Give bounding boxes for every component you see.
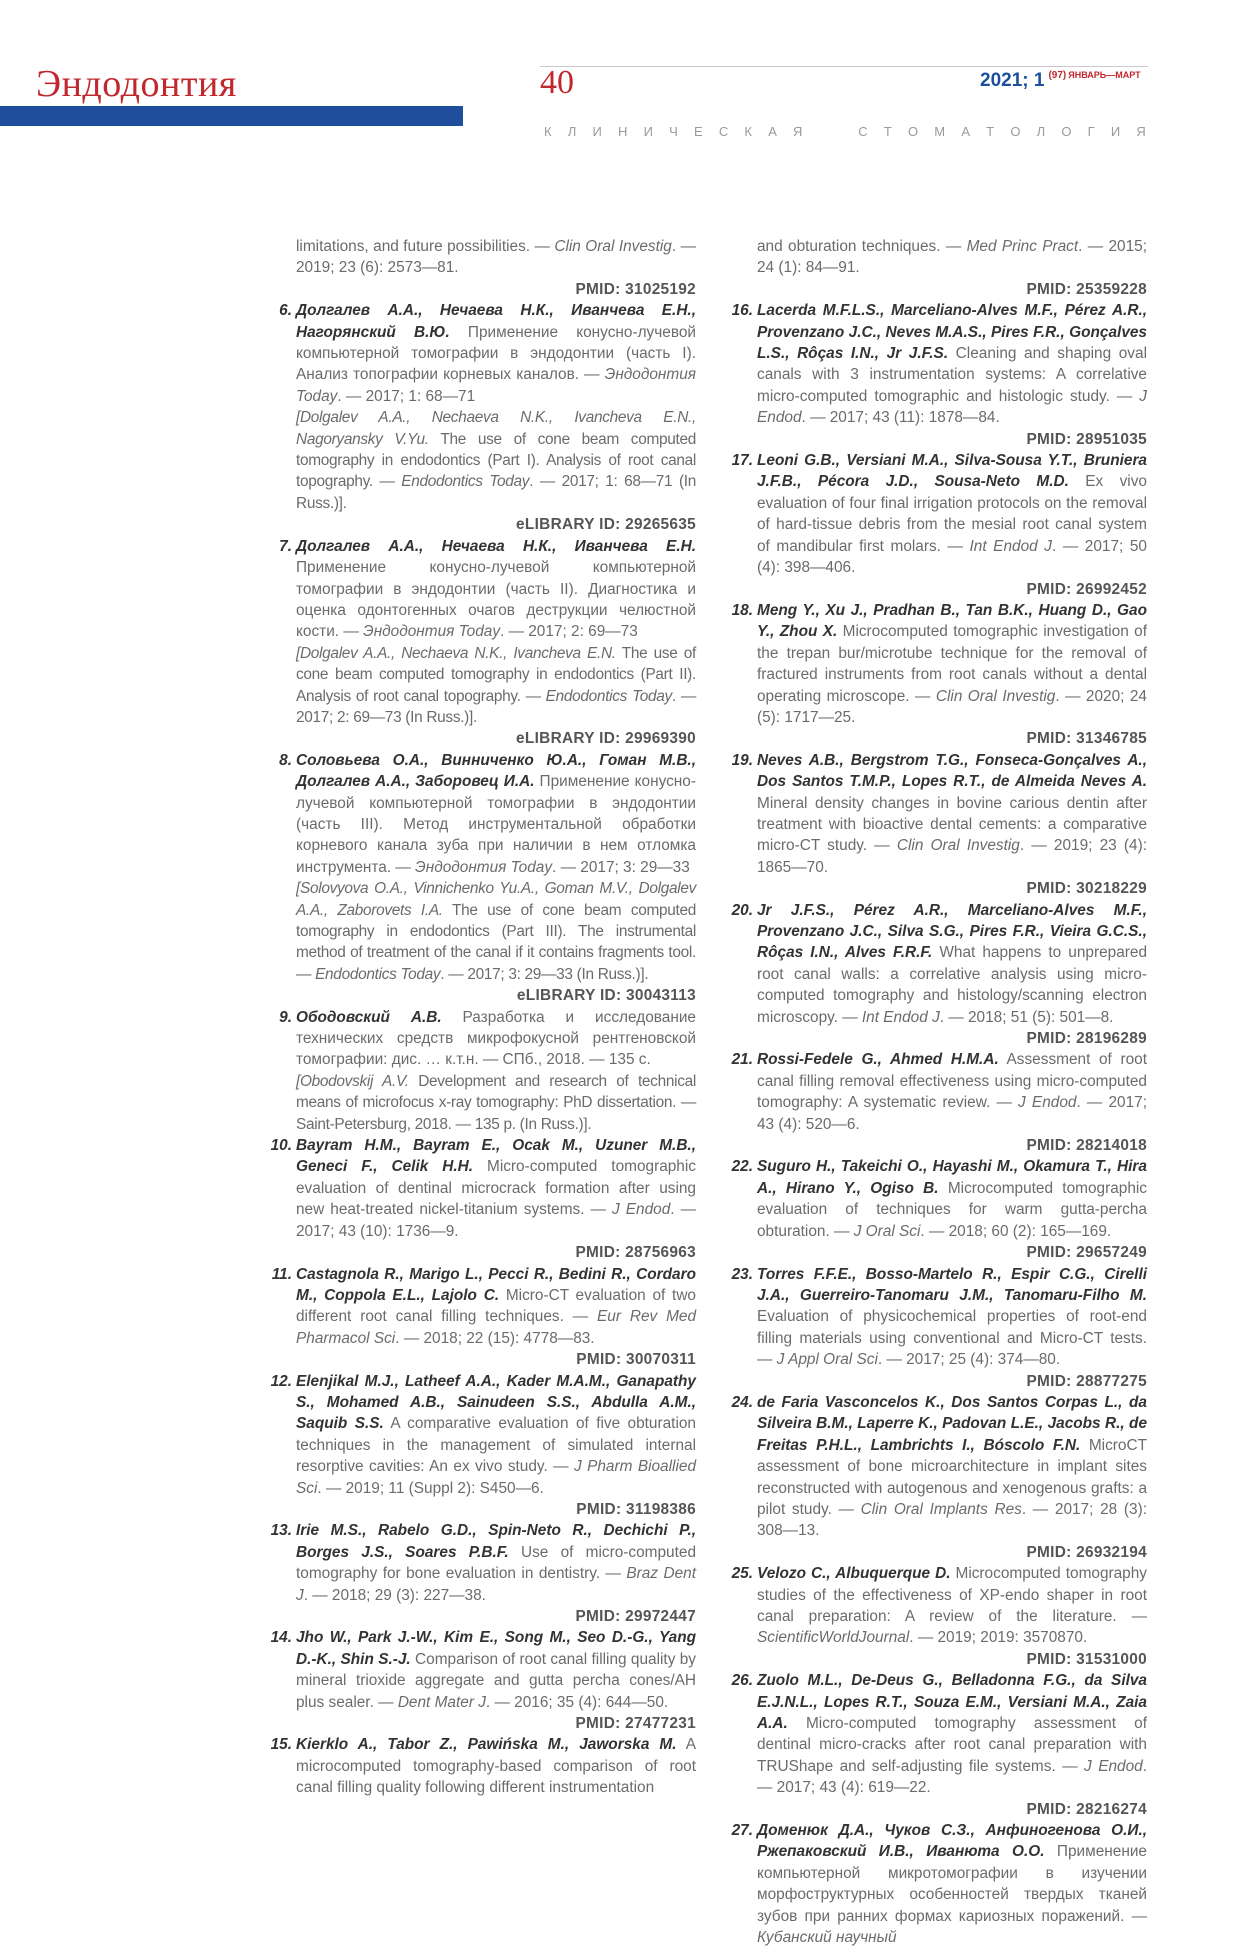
reference-number: 9. <box>279 1008 292 1026</box>
reference-item <box>727 1049 1147 1156</box>
reference-authors: Lacerda M.F.L.S., Marceliano-Alves M.F., Pérez A.R., Provenzano J.C., Neves M.A.S., Pires F.R., Gonçalves L.S., Rôças I.N., Jr J.F.S. <box>757 302 1147 363</box>
reference-identifier: PMID: 29657249 <box>1026 1244 1147 1262</box>
reference-journal: Med Princ Pract <box>966 238 1079 255</box>
reference-journal: ScientificWorldJournal <box>757 1629 910 1647</box>
reference-item <box>727 1392 1147 1563</box>
issue-info <box>980 70 1141 92</box>
reference-item <box>266 1627 696 1734</box>
reference-translation <box>296 407 696 514</box>
reference-authors: Castagnola R., Marigo L., Pecci R., Bedini R., Cordaro M., Coppola E.L., Lajolo C. <box>296 1265 696 1304</box>
reference-text <box>757 1392 1147 1542</box>
reference-details: . — 2017; 1: 68—71 <box>337 387 476 405</box>
reference-title: Micro-CT evaluation of two different root canal filling techniques. — <box>296 1286 696 1326</box>
reference-authors: Ободовский А.В. <box>296 1008 442 1026</box>
reference-text <box>757 1670 1147 1798</box>
reference-authors: Jho W., Park J.-W., Kim E., Song M., Seo D.-G., Yang D.-K., Shin S.-J. <box>296 1629 696 1668</box>
reference-authors: Torres F.F.E., Bosso-Martelo R., Espir C.G., Cirelli J.A., Guerreiro-Tanomaru J.M., Tanomaru-Filho M. <box>757 1265 1147 1304</box>
reference-details: . — 2017; 50 (4): 398—406. <box>757 537 1147 577</box>
reference-journal: Clin Oral Investig <box>554 238 672 255</box>
reference-details: . — 2017; 3: 29—33 <box>552 858 690 876</box>
reference-details: . — 2017; 25 (4): 374—80. <box>877 1351 1061 1369</box>
reference-number: 18. <box>731 601 753 619</box>
reference-text <box>757 1156 1147 1242</box>
journal-name-letter: Л <box>1036 124 1046 139</box>
translation-details: . — 2017; 1: 68—71 (In Russ.)]. <box>296 473 697 512</box>
reference-item <box>727 1156 1147 1263</box>
reference-number: 17. <box>731 452 753 470</box>
reference-identifier: PMID: 28216274 <box>1026 1800 1147 1818</box>
header-rule <box>540 66 1148 67</box>
reference-title: Assessment of root canal filling removal effectiveness using micro-computed tomography: A systematic review. — <box>757 1051 1147 1112</box>
translation-authors: [Obodovskij A.V. <box>296 1072 409 1090</box>
reference-item <box>266 750 696 1007</box>
header-accent-bar <box>0 106 463 126</box>
reference-identifier: PMID: 25359228 <box>1026 280 1147 298</box>
reference-identifier: PMID: 31346785 <box>1026 730 1147 748</box>
reference-item <box>266 1264 696 1371</box>
reference-title: Применение компьютерной микротомографии в изучении морфоструктурных особенностей твердых тканей зубов при ранних формах кариозных поражений. — <box>757 1843 1147 1925</box>
journal-name-letter: И <box>592 124 602 139</box>
reference-item <box>266 1371 696 1521</box>
reference-details: . — 2017; 43 (4): 520—6. <box>757 1094 1147 1133</box>
reference-authors: Zuolo M.L., De-Deus G., Belladonna F.G., da Silva E.J.N.L., Lopes R.T., Souza E.M., Versiani M.A., Zaia A.A. <box>757 1672 1147 1733</box>
reference-journal: Эндодонтия Today <box>296 366 696 405</box>
reference-number: 20. <box>731 901 753 919</box>
reference-identifier: eLIBRARY ID: 30043113 <box>516 987 696 1005</box>
reference-identifier: PMID: 26992452 <box>1026 580 1147 598</box>
reference-number: 7. <box>279 537 292 555</box>
reference-text <box>296 300 696 407</box>
journal-name-letter: Т <box>883 124 892 139</box>
reference-journal: Эндодонтия Today <box>415 858 553 876</box>
journal-name-letter: С <box>718 124 729 139</box>
journal-name-letter: Я <box>793 124 803 139</box>
reference-identifier: PMID: 26932194 <box>1026 1543 1147 1561</box>
reference-item <box>727 1820 1147 1948</box>
journal-name-letter: Ч <box>669 124 678 139</box>
reference-identifier: eLIBRARY ID: 29265635 <box>516 516 696 534</box>
reference-title: Use of micro-computed tomography for bone evaluation in dentistry. — <box>296 1543 697 1583</box>
reference-text <box>296 1135 696 1242</box>
reference-journal: Braz Dent J <box>296 1565 696 1604</box>
translation-title: The use of cone beam computed tomography in endodontics (Part II). Analysis of root canal topography. — <box>296 644 697 705</box>
page-number: 40 <box>540 64 574 101</box>
reference-journal: Clin Oral Investig <box>935 687 1056 705</box>
reference-journal: Eur Rev Med Pharmacol Sci <box>296 1308 697 1347</box>
reference-journal: Int Endod J <box>969 537 1052 555</box>
translation-title: Development and research of technical means of microfocus x-ray tomography: PhD dissertation. — Saint-Petersburg, 2018. — 135 p. (In Russ.)]. <box>296 1072 696 1133</box>
reference-journal: Эндодонтия Today <box>363 623 501 641</box>
reference-translation <box>296 643 696 729</box>
reference-title: Microcomputed tomographic evaluation of techniques for warm gutta-percha obturation. — <box>757 1179 1147 1240</box>
journal-name-letter: Т <box>986 124 995 139</box>
reference-authors: Velozo C., Albuquerque D. <box>757 1565 951 1583</box>
reference-text <box>757 1563 1147 1649</box>
reference-details: . — 2017; 28 (3): 308—13. <box>757 1500 1147 1540</box>
issue-year: 2021; 1 <box>980 70 1045 91</box>
journal-name-letter: К <box>744 124 752 139</box>
reference-text <box>757 236 1147 279</box>
reference-title: Применение конусно-лучевой компьютерной томографии в эндодонтии (часть III). Метод инструментальной обработки корневого канала зуба при наличии в нем отломка инструмента. — <box>296 773 696 876</box>
references-right-column <box>727 236 1147 1949</box>
journal-name-letter: Е <box>693 124 703 139</box>
reference-details: . — 2015; 24 (1): 84—91. <box>757 238 1147 277</box>
reference-number: 11. <box>271 1265 292 1283</box>
reference-item <box>727 600 1147 750</box>
reference-authors: de Faria Vasconcelos K., Dos Santos Corpas L., da Silveira B.M., Laperre K., Padovan L.E., Jacobs R., de Freitas P.H.L., Lambrichts I., Bóscolo F.N. <box>757 1393 1147 1454</box>
reference-text <box>296 236 696 279</box>
reference-number: 14. <box>270 1629 292 1647</box>
reference-title: MicroCT assessment of bone microarchitecture in implant sites reconstructed with autogenous and xenogenous grafts: a pilot study. — <box>757 1436 1147 1518</box>
reference-item <box>727 900 1147 1050</box>
reference-number: 24. <box>731 1393 753 1411</box>
reference-title: limitations, and future possibilities. — <box>296 238 555 255</box>
reference-authors: Долгалев А.А., Нечаева Н.К., Иванчева Е.Н., Нагорянский В.Ю. <box>296 302 696 341</box>
translation-authors: [Dolgalev A.A., Nechaeva N.K., Ivancheva E.N. <box>296 644 616 662</box>
reference-number: 10. <box>270 1137 292 1155</box>
reference-authors: Jr J.F.S., Pérez A.R., Marceliano-Alves M.F., Provenzano J.C., Silva S.G., Pires F.R., Vieira G.C.S., Rôças I.N., Alves F.R.F. <box>757 901 1147 962</box>
reference-item <box>266 1007 696 1135</box>
references-left-column <box>266 236 696 1799</box>
translation-title: The use of cone beam computed tomography in endodontics (Part I). Analysis of root canal topography. — <box>296 430 696 491</box>
reference-identifier: PMID: 27477231 <box>575 1715 696 1733</box>
reference-title: Ex vivo evaluation of four final irrigation protocols on the removal of hard-tissue debris from the mesial root canal system of mandibular first molars. — <box>757 473 1147 555</box>
reference-item <box>727 236 1147 300</box>
reference-authors: Elenjikal M.J., Latheef A.A., Kader M.A.M., Ganapathy S., Mohamed A.B., Sainudeen S.S., Abdulla A.M., Saquib S.S. <box>296 1372 696 1433</box>
reference-text <box>757 1820 1147 1948</box>
reference-number: 6. <box>279 302 292 320</box>
reference-number: 8. <box>279 751 292 769</box>
journal-name-letter: Л <box>567 124 577 139</box>
reference-identifier: PMID: 31025192 <box>575 280 696 298</box>
reference-title: Mineral density changes in bovine carious dentin after treatment with bioactive dental cements: a comparative micro-CT study. — <box>757 794 1147 855</box>
reference-text <box>296 1371 696 1499</box>
reference-details: . — 2017; 43 (4): 619—22. <box>757 1757 1147 1797</box>
reference-text <box>296 536 696 643</box>
reference-text <box>757 1264 1147 1371</box>
reference-journal: J Oral Sci <box>853 1222 921 1240</box>
reference-item <box>727 300 1147 450</box>
reference-title: Cleaning and shaping oval canals with 3 instrumentation systems: A correlative micro-computed tomographic and histologic study. — <box>757 345 1147 405</box>
reference-number: 27. <box>731 1822 753 1840</box>
journal-name-letter <box>838 124 842 139</box>
reference-item <box>266 1734 696 1798</box>
translation-journal: Endodontics Today <box>401 473 530 491</box>
reference-text <box>757 300 1147 428</box>
reference-number: 26. <box>731 1672 753 1690</box>
reference-text <box>757 450 1147 578</box>
reference-item <box>266 236 696 300</box>
reference-identifier: PMID: 30070311 <box>576 1351 696 1369</box>
reference-number: 13. <box>270 1522 292 1540</box>
reference-title: Разработка и исследование технических средств микрофокусной рентгеновской томографии: дис. … к.т.н. — СПб., 2018. — 135 с. <box>296 1008 696 1069</box>
reference-title: Evaluation of physicochemical properties of root-end filling materials using conventional and Micro-CT tests. — <box>757 1308 1147 1369</box>
reference-number: 21. <box>731 1051 753 1069</box>
reference-journal: J Appl Oral Sci <box>776 1351 878 1369</box>
translation-details: . — 2017; 2: 69—73 (In Russ.)]. <box>296 687 696 726</box>
reference-identifier: PMID: 29972447 <box>575 1608 696 1625</box>
reference-translation <box>296 878 696 985</box>
translation-authors: [Dolgalev A.A., Nechaeva N.K., Ivancheva E.N., Nagoryansky V.Yu. <box>296 409 696 448</box>
reference-journal: Int Endod J <box>861 1008 940 1026</box>
reference-text <box>757 600 1147 728</box>
reference-translation <box>296 1071 696 1135</box>
reference-identifier: PMID: 28951035 <box>1026 430 1147 448</box>
reference-details: . — 2019; 2019: 3570870. <box>909 1629 1088 1647</box>
issue-number: (97) <box>1048 70 1067 81</box>
reference-number: 23. <box>731 1265 753 1283</box>
reference-text <box>757 1049 1147 1135</box>
reference-journal: J Endod <box>1018 1094 1077 1112</box>
translation-title: The use of cone beam computed tomography in endodontics (Part III). The instrumental method of treatment of the canal if it contains fragments tool. — <box>296 901 697 983</box>
reference-number: 25. <box>731 1565 753 1583</box>
reference-text <box>296 750 696 878</box>
journal-name-letter: К <box>544 124 552 139</box>
reference-identifier: PMID: 31531000 <box>1026 1650 1147 1668</box>
reference-authors: Доменюк Д.А., Чуков С.З., Анфиногенова О.И., Ржепаковский И.В., Иванюта О.О. <box>757 1822 1147 1861</box>
reference-identifier: PMID: 28877275 <box>1026 1372 1147 1390</box>
reference-item <box>727 450 1147 600</box>
reference-journal: J Endod <box>757 387 1147 427</box>
reference-text <box>296 1007 696 1071</box>
reference-title: Применение конусно-лучевой компьютерной томографии в эндодонтии (часть I). Анализ топографии корневых каналов. — <box>296 323 696 384</box>
journal-name-letter: И <box>643 124 653 139</box>
reference-title: Microcomputed tomography studies of the effectiveness of XP-endo shaper in root canal preparation: A review of the literature. — <box>757 1565 1148 1625</box>
reference-identifier: PMID: 28214018 <box>1026 1137 1147 1155</box>
journal-name-letter: А <box>768 124 777 139</box>
journal-name-letter <box>819 124 823 139</box>
reference-title: Micro-computed tomographic evaluation of dentinal microcrack formation after using new heat-treated nickel-titanium systems. — <box>296 1158 696 1219</box>
reference-title: A comparative evaluation of five obturation techniques in the management of simulated internal resorptive cavities: An ex vivo study. — <box>296 1415 696 1476</box>
journal-name-letter: С <box>858 124 868 139</box>
reference-authors: Leoni G.B., Versiani M.A., Silva-Sousa Y.T., Bruniera J.F.B., Pécora J.D., Sousa-Neto M.D. <box>757 452 1147 491</box>
reference-number: 16. <box>731 302 753 320</box>
journal-name-letter: И <box>1110 124 1121 139</box>
journal-name-letter: Я <box>1136 124 1146 139</box>
reference-details: . — 2018; 22 (15): 4778—83. <box>395 1329 595 1347</box>
reference-authors: Kierklo A., Tabor Z., Pawińska M., Jaworska M. <box>296 1736 677 1754</box>
reference-details: . — 2019; 23 (4): 1865—70. <box>757 837 1148 876</box>
journal-name-letter: М <box>934 124 946 139</box>
reference-item <box>727 1670 1147 1820</box>
reference-journal: Clin Oral Implants Res <box>860 1500 1022 1518</box>
journal-name-letter: О <box>1010 124 1021 139</box>
reference-authors: Rossi-Fedele G., Ahmed H.M.A. <box>757 1051 999 1069</box>
reference-title: Micro-computed tomography assessment of dentinal micro-cracks after root canal preparation with TRUShape and self-adjusting file systems. — <box>757 1715 1147 1775</box>
reference-text <box>296 1627 696 1713</box>
reference-text <box>296 1520 696 1606</box>
reference-item <box>266 300 696 535</box>
translation-authors: [Solovyova O.A., Vinnichenko Yu.A., Goman M.V., Dolgalev A.A., Zaborovets I.A. <box>296 880 696 919</box>
reference-item <box>266 1520 696 1627</box>
journal-name-letter: А <box>961 124 970 139</box>
reference-item <box>727 750 1147 900</box>
journal-name-letter: О <box>907 124 919 139</box>
reference-title: Comparison of root canal filling quality by mineral trioxide aggregate and gutta percha cones/AH plus sealer. — <box>296 1650 696 1711</box>
reference-journal: Clin Oral Investig <box>896 837 1020 855</box>
reference-identifier: PMID: 30218229 <box>1026 880 1147 898</box>
reference-details: . — 2017; 43 (10): 1736—9. <box>296 1201 696 1240</box>
reference-authors: Соловьева О.А., Винниченко Ю.А., Гоман М.В., Долгалев А.А., Заборовец И.А. <box>296 751 696 791</box>
reference-text <box>296 1734 696 1798</box>
translation-details: . — 2017; 3: 29—33 (In Russ.)]. <box>440 965 649 983</box>
reference-identifier: eLIBRARY ID: 29969390 <box>516 730 696 748</box>
translation-journal: Endodontics Today <box>545 687 672 705</box>
section-title: Эндодонтия <box>36 63 237 105</box>
reference-number: 12. <box>270 1372 292 1390</box>
reference-details: . — 2016; 35 (4): 644—50. <box>485 1693 669 1711</box>
journal-name-letter: Н <box>618 124 628 139</box>
reference-journal: J Endod <box>1084 1757 1143 1775</box>
reference-details: . — 2020; 24 (5): 1717—25. <box>757 687 1147 726</box>
reference-journal: Dent Mater J <box>397 1693 486 1711</box>
reference-authors: Suguro H., Takeichi O., Hayashi M., Okamura T., Hira A., Hirano Y., Ogiso B. <box>757 1158 1147 1197</box>
reference-authors: Neves A.B., Bergstrom T.G., Fonseca-Gonçalves A., Dos Santos T.M.P., Lopes R.T., de Almeida Neves A. <box>757 751 1147 791</box>
reference-details: . — 2019; 23 (6): 2573—81. <box>296 238 696 277</box>
reference-identifier: PMID: 28196289 <box>1026 1030 1147 1048</box>
reference-details: . — 2019; 11 (Suppl 2): S450—6. <box>317 1479 544 1497</box>
reference-title: What happens to unprepared root canal walls: a correlative analysis using micro-computed tomography and histology/scanning electron microscopy. — <box>757 944 1148 1026</box>
reference-text <box>757 750 1147 878</box>
reference-number: 19. <box>731 751 753 769</box>
reference-identifier: PMID: 28756963 <box>575 1244 696 1262</box>
reference-title: Microcomputed tomographic investigation of the trepan bur/microtube technique for the removal of fractured instruments from root canals without a dental operating microscope. — <box>757 623 1147 705</box>
reference-details: . — 2018; 51 (5): 501—8. <box>939 1008 1114 1026</box>
reference-authors: Irie M.S., Rabelo G.D., Spin-Neto R., Dechichi P., Borges J.S., Soares P.B.F. <box>296 1522 696 1561</box>
journal-name <box>544 124 1146 139</box>
issue-period: ЯНВАРЬ—МАРТ <box>1068 70 1141 80</box>
reference-number: 15. <box>270 1736 292 1754</box>
reference-journal: Кубанский научный <box>757 1929 897 1947</box>
reference-details: . — 2018; 60 (2): 165—169. <box>920 1222 1112 1240</box>
reference-item <box>266 536 696 750</box>
reference-item <box>266 1135 696 1263</box>
reference-item <box>727 1264 1147 1392</box>
journal-name-letter: О <box>1061 124 1072 139</box>
reference-title: A microcomputed tomography-based comparison of root canal filling quality following different instrumentation <box>296 1736 696 1797</box>
reference-details: . — 2017; 2: 69—73 <box>500 623 638 641</box>
reference-title: and obturation techniques. — <box>757 238 967 255</box>
reference-number: 22. <box>731 1158 753 1176</box>
reference-identifier: PMID: 31198386 <box>576 1500 696 1518</box>
reference-journal: J Pharm Bioallied Sci <box>296 1458 696 1497</box>
reference-text <box>296 1264 696 1350</box>
journal-name-letter: Г <box>1087 124 1095 139</box>
reference-journal: J Endod <box>612 1201 671 1219</box>
reference-authors: Bayram H.M., Bayram E., Ocak M., Uzuner M.B., Geneci F., Celik H.H. <box>296 1137 696 1176</box>
reference-details: . — 2017; 43 (11): 1878—84. <box>801 409 1000 427</box>
reference-text <box>757 900 1147 1028</box>
reference-authors: Meng Y., Xu J., Pradhan B., Tan B.K., Huang D., Gao Y., Zhou X. <box>757 601 1147 641</box>
translation-journal: Endodontics Today <box>315 965 441 983</box>
reference-details: . — 2018; 29 (3): 227—38. <box>303 1586 486 1604</box>
reference-item <box>727 1563 1147 1670</box>
reference-authors: Долгалев А.А., Нечаева Н.К., Иванчева Е.Н. <box>296 537 696 555</box>
reference-title: Применение конусно-лучевой компьютерной томографии в эндодонтии (часть II). Диагностика и оценка одонтогенных очагов деструкции челюстной кости. — <box>296 559 696 641</box>
